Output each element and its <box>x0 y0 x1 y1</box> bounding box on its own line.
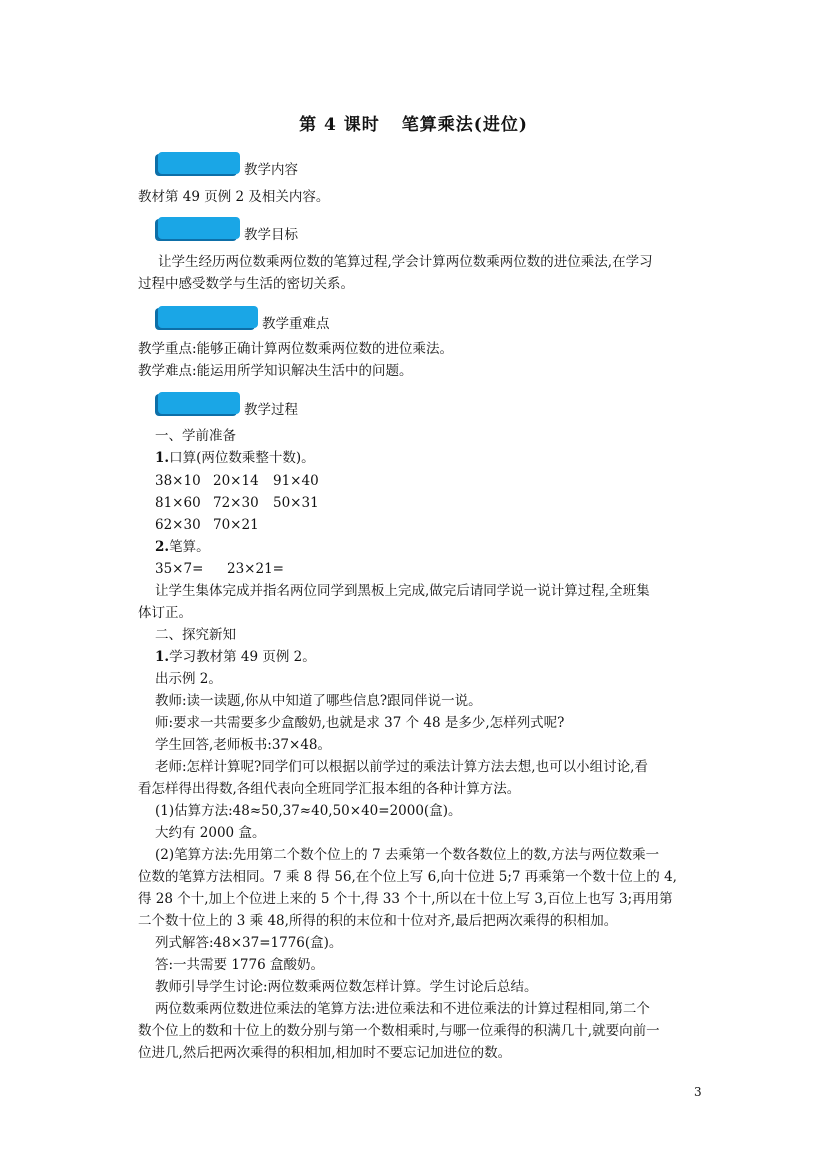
explore-line: 出示例 2。 <box>155 671 222 687</box>
prep-note-2: 体订正。 <box>138 605 192 621</box>
key-point: 教学重点:能够正确计算两位数乘两位数的进位乘法。 <box>138 341 454 357</box>
content-text: 教材第 49 页例 2 及相关内容。 <box>138 189 330 205</box>
explore-line: (1)估算方法:48≈50,37≈40,50×40=2000(盒)。 <box>155 803 462 819</box>
section-label: 教学目标 <box>244 227 298 243</box>
oral-row-1: 38×10 20×14 91×40 <box>155 473 319 489</box>
oral-row-3: 62×30 70×21 <box>155 517 259 533</box>
oral-row-2: 81×60 72×30 50×31 <box>155 495 319 511</box>
explore-line: 教师引导学生讨论:两位数乘两位数怎样计算。学生讨论后总结。 <box>155 979 538 995</box>
explore-line: 得 28 个十,加上个位进上来的 5 个十,得 33 个十,所以在十位上写 3,百位上也写 3;再用第 <box>138 891 673 907</box>
title-lesson: 第 4 课时 <box>299 115 380 135</box>
explore-heading: 二、探究新知 <box>155 627 236 643</box>
explore-line: 数个位上的数和十位上的数分别与第一个数相乘时,与哪一位乘得的积满几十,就要向前一 <box>138 1023 660 1039</box>
section-badge <box>158 152 240 174</box>
section-label: 教学内容 <box>244 162 298 178</box>
prep-item-1: 1.口算(两位数乘整十数)。 <box>155 450 315 466</box>
goal-line-2: 过程中感受数学与生活的密切关系。 <box>138 276 354 292</box>
explore-line: 看怎样得出得数,各组代表向全班同学汇报本组的各种计算方法。 <box>138 781 521 797</box>
section-label: 教学过程 <box>244 402 298 418</box>
section-badge <box>158 392 240 414</box>
explore-line: 两位数乘两位数进位乘法的笔算方法:进位乘法和不进位乘法的计算过程相同,第二个 <box>155 1001 650 1017</box>
page-number: 3 <box>694 1085 702 1099</box>
section-badge <box>158 217 240 239</box>
section-label: 教学重难点 <box>262 316 330 332</box>
prep-item-2: 2.笔算。 <box>155 539 210 555</box>
explore-line: 师:要求一共需要多少盒酸奶,也就是求 37 个 48 是多少,怎样列式呢? <box>155 715 565 731</box>
section-badge <box>158 306 258 328</box>
explore-line: 二个数十位上的 3 乘 48,所得的积的末位和十位对齐,最后把两次乘得的积相加。 <box>138 913 618 929</box>
explore-item-1: 1.学习教材第 49 页例 2。 <box>155 649 316 665</box>
explore-line: 教师:读一读题,你从中知道了哪些信息?跟同伴说一说。 <box>155 693 482 709</box>
explore-line: 学生回答,老师板书:37×48。 <box>155 737 332 753</box>
explore-line: 位进几,然后把两次乘得的积相加,相加时不要忘记加进位的数。 <box>138 1045 512 1061</box>
difficult-point: 教学难点:能运用所学知识解决生活中的问题。 <box>138 363 413 379</box>
page-title <box>0 110 827 135</box>
explore-line: (2)笔算方法:先用第二个数个位上的 7 去乘第一个数各数位上的数,方法与两位数乘一 <box>155 847 660 863</box>
title-topic: 笔算乘法(进位) <box>401 115 528 135</box>
written-row: 35×7= 23×21= <box>155 561 284 577</box>
explore-line: 老师:怎样计算呢?同学们可以根据以前学过的乘法计算方法去想,也可以小组讨论,看 <box>155 759 648 775</box>
explore-line: 列式解答:48×37=1776(盒)。 <box>155 935 343 951</box>
explore-line: 答:一共需要 1776 盒酸奶。 <box>155 957 324 973</box>
explore-line: 位数的笔算方法相同。7 乘 8 得 56,在个位上写 6,向十位进 5;7 再乘第一个数十位上的 4, <box>138 869 677 885</box>
prep-note-1: 让学生集体完成并指名两位同学到黑板上完成,做完后请同学说一说计算过程,全班集 <box>155 583 650 599</box>
explore-line: 大约有 2000 盒。 <box>155 825 266 841</box>
prep-heading: 一、学前准备 <box>155 428 236 444</box>
goal-line-1: 让学生经历两位数乘两位数的笔算过程,学会计算两位数乘两位数的进位乘法,在学习 <box>158 254 653 270</box>
